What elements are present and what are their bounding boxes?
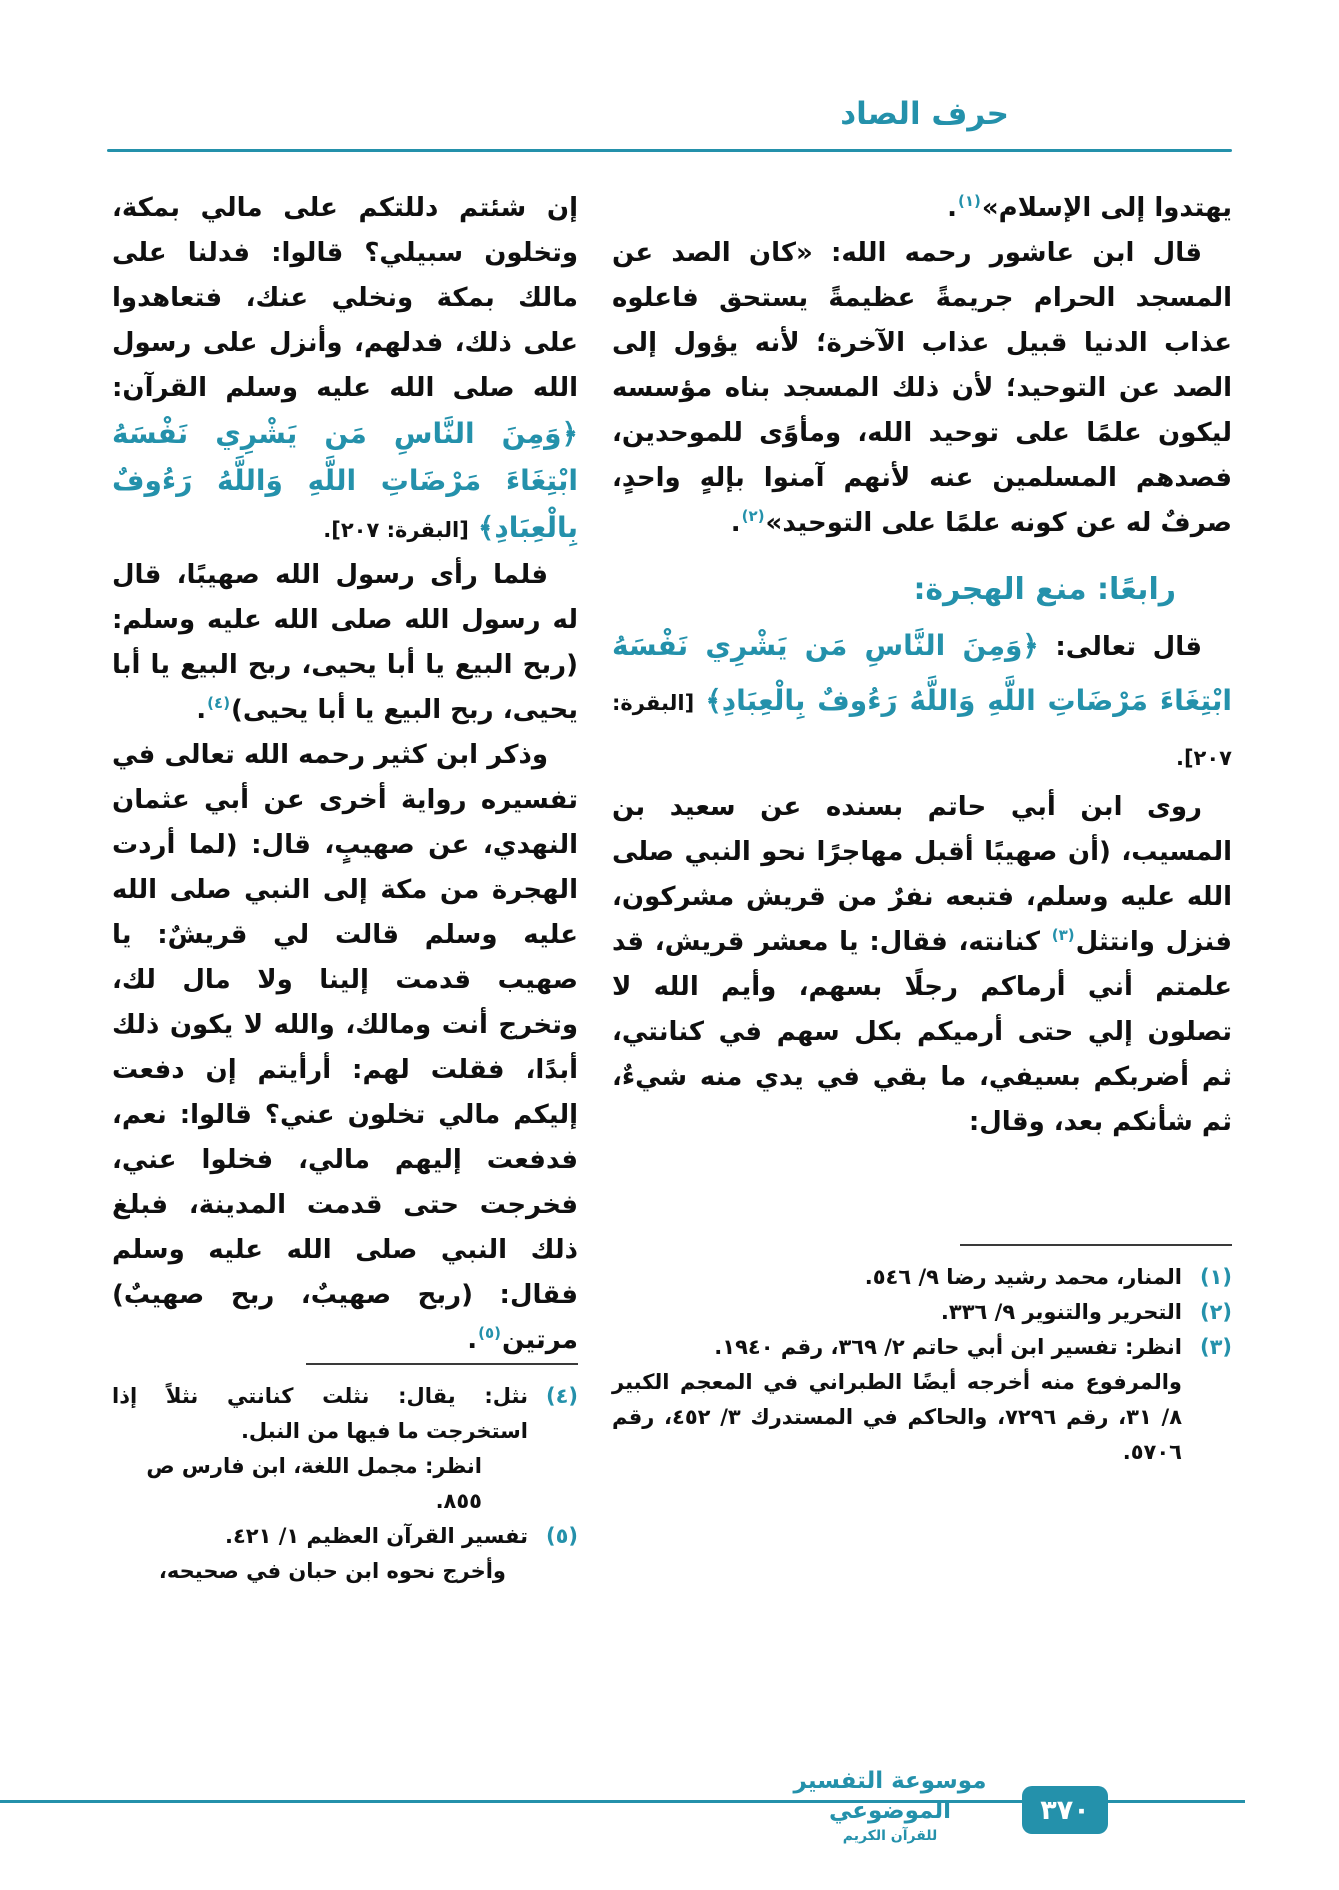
footnote-ref-5: (٥) [478,1324,501,1343]
footnote-4 [112,1379,578,1449]
paragraph-tail: . [467,1325,478,1355]
paragraph-tail: . [947,193,957,223]
footnote-separator [306,1363,578,1365]
footnote-text: تفسير القرآن العظيم ١/ ٤٢١. [224,1524,528,1548]
footnotes-right [612,1244,1232,1470]
footnote-5-continuation: وأخرج نحوه ابن حبان في صحيحه، [158,1559,506,1583]
paragraph-quran-verse [612,619,1232,785]
paragraph-text: كنانته، فقال: يا معشر قريش، قد علمتم أني أرماكم رجلًا بسهم، وأيم الله لا تصلون إلي حتى أرميكم بكل سهم في كنانتي، ثم أضربكم بسيفي، ما بقي في يدي منه شيءٌ، ثم شأنكم بعد، وقال: [612,927,1232,1137]
footnotes-left [112,1363,578,1589]
footnote-separator [960,1244,1232,1246]
footnote-marker: (٥) [545,1524,578,1548]
paragraph-text: يهتدوا إلى الإسلام» [981,193,1232,223]
footnote-text: نثل: يقال: نثلت كنانتي نثلاً إذا استخرجت ما فيها من النبل. [112,1384,528,1443]
footnote-text: انظر: تفسير ابن أبي حاتم ٢/ ٣٦٩، رقم ١٩٤٠. [714,1335,1182,1359]
paragraph-ibn-kathir-narration [112,733,578,1363]
footnote-text: والمرفوع منه أخرجه أيضًا الطبراني في المعجم الكبير ٨/ ٣١، رقم ٧٢٩٦، والحاكم في المستدرك ٣/ ٤٥٢، رقم ٥٧٠٦. [612,1370,1183,1464]
footnote-marker [1188,1365,1232,1470]
footnote-3 [612,1330,1232,1365]
paragraph-suhayb-offer [112,186,578,553]
paragraph-suhayb-narration [612,785,1232,1145]
footnote-marker: (٤) [545,1384,578,1408]
chapter-header: حرف الصاد [840,96,1009,132]
quran-verse: ﴿وَمِنَ النَّاسِ مَن يَشْرِي نَفْسَهُ ابْتِغَاءَ مَرْضَاتِ اللَّهِ وَاللَّهُ رَءُوفٌ بِالْعِبَادِ﴾ [112,417,578,544]
paragraph-text: روى ابن أبي حاتم بسنده عن سعيد بن المسيب، (أن صهيبًا أقبل مهاجرًا نحو النبي صلى الله عليه وسلم، فتبعه نفرٌ من قريش مشركون، فنزل وانتثل [612,792,1232,957]
paragraph-tail: . [730,508,741,538]
footnote-1 [612,1260,1232,1295]
paragraph-text: فلما رأى رسول الله صهيبًا، قال له رسول الله صلى الله عليه وسلم: (ربح البيع يا أبا يحيى، ربح البيع يا أبا يحيى، ربح البيع يا أبا يحيى) [112,560,578,725]
footnote-2 [612,1295,1232,1330]
right-column [612,186,1232,1470]
paragraph-rabiha-albay [112,553,578,733]
header-rule [107,149,1232,152]
footnote-marker: (٣) [1199,1335,1232,1359]
quran-verse: ﴿وَمِنَ النَّاسِ مَن يَشْرِي نَفْسَهُ ابْتِغَاءَ مَرْضَاتِ اللَّهِ وَاللَّهُ رَءُوفٌ بِالْعِبَادِ﴾ [612,629,1233,717]
paragraph-text: قال ابن عاشور رحمه الله: «كان الصد عن المسجد الحرام جريمةً عظيمةً يستحق فاعلوه عذاب الدنيا قبيل عذاب الآخرة؛ لأنه يؤول إلى الصد عن التوحيد؛ لأن ذلك المسجد بناه مؤسسه ليكون علمًا على توحيد الله، ومأوًى للموحدين، فصدهم المسلمين عنه لأنهم آمنوا بإلهٍ واحدٍ، صرفٌ له عن كونه علمًا على التوحيد» [612,238,1232,538]
left-column [112,186,578,1583]
footnote-text: التحرير والتنوير ٩/ ٣٣٦. [940,1300,1182,1324]
paragraph-continuation [612,186,1232,231]
publisher-logo-title: موسوعة التفسير الموضوعي [793,1768,987,1824]
footnote-marker: (١) [1199,1265,1232,1289]
paragraph-text: وذكر ابن كثير رحمه الله تعالى في تفسيره رواية أخرى عن أبي عثمان النهدي، عن صهيبٍ، قال: (لما أردت الهجرة من مكة إلى النبي صلى الله عليه وسلم قالت لي قريشٌ: يا صهيب قدمت إلينا ولا مال لك، وتخرج أنت ومالك، والله لا يكون ذلك أبدًا، فقلت لهم: أرأيتم إن دفعت إليكم مالي تخلون عني؟ قالوا: نعم، فدفعت إليهم مالي، فخلوا عني، فخرجت حتى قدمت المدينة، فبلغ ذلك النبي صلى الله عليه وسلم فقال: (ربح صهيبٌ، ربح صهيبٌ) مرتين [112,740,578,1355]
verse-reference: [البقرة: ٢٠٧]. [323,518,469,542]
publisher-logo [768,1766,1012,1846]
footnote-ref-3: (٣) [1051,926,1075,945]
verse-intro: قال تعالى: [1038,632,1202,662]
footnote-text: المنار، محمد رشيد رضا ٩/ ٥٤٦. [864,1265,1182,1289]
paragraph-ibn-ashur-quote [612,231,1232,546]
publisher-logo-subtitle: للقرآن الكريم [842,1828,938,1844]
page-number-badge: ٣٧٠ [1022,1786,1108,1834]
footnote-5 [112,1519,578,1554]
footnote-marker: (٢) [1199,1300,1232,1324]
paragraph-text: إن شئتم دللتكم على مالي بمكة، وتخلون سبيلي؟ قالوا: فدلنا على مالك بمكة ونخلي عنك، فتعاهدوا على ذلك، فدلهم، وأنزل على رسول الله صلى الله عليه وسلم القرآن: [112,193,578,403]
footnote-ref-2: (٢) [741,507,765,526]
footnote-3-continuation [612,1365,1232,1470]
footnote-ref-1: (١) [957,192,981,211]
footnote-4-reference: انظر: مجمل اللغة، ابن فارس ص ٨٥٥. [146,1454,482,1513]
section-heading-hijra: رابعًا: منع الهجرة: [913,572,1176,607]
paragraph-tail: . [196,695,207,725]
footnote-ref-4: (٤) [207,694,231,713]
verse-reference: [البقرة: ٢٠٧]. [612,691,1232,770]
